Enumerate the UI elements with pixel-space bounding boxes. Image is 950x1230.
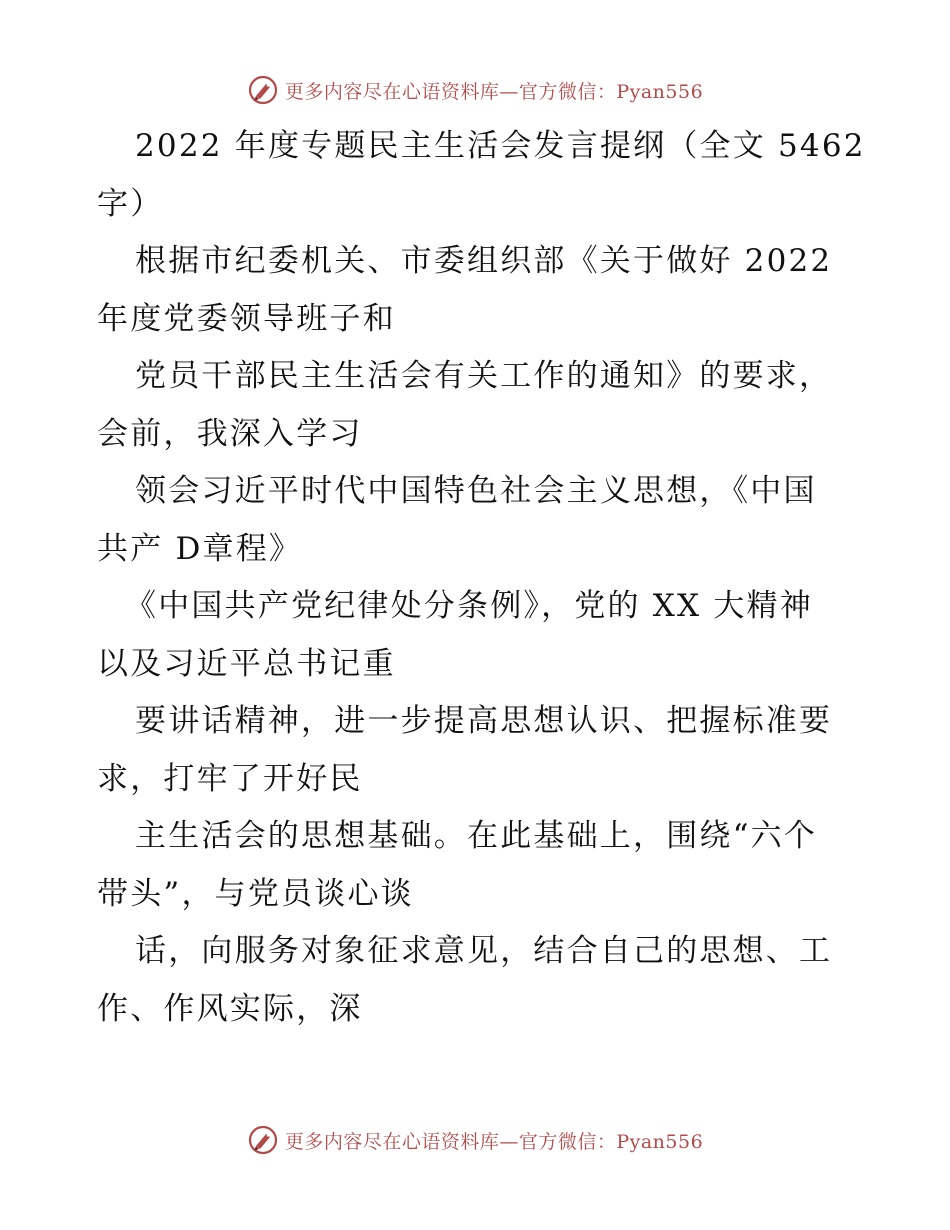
text-line: 带头”，与党员谈心谈 <box>97 875 414 912</box>
header-banner <box>0 70 950 110</box>
text-line: 要讲话精神，进一步提高思想认识、把握标准要 <box>135 703 833 739</box>
footer-banner <box>0 1120 950 1160</box>
text-line: 2022 年度专题民主生活会发言提纲（全文 5462 <box>135 128 866 164</box>
header-banner-content <box>247 74 703 106</box>
pen-nib-logo-icon <box>247 1124 279 1156</box>
text-line: 党员干部民主生活会有关工作的通知》的要求， <box>135 358 833 394</box>
text-line: 会前，我深入学习 <box>97 415 363 452</box>
text-line: 主生活会的思想基础。在此基础上，围绕“六个 <box>135 818 818 854</box>
header-banner-text: 更多内容尽在心语资料库—官方微信：Pyan556 <box>284 80 704 103</box>
pen-nib-logo-icon <box>247 74 279 106</box>
text-line: 话，向服务对象征求意见，结合自己的思想、工 <box>135 933 833 969</box>
text-line: 求，打牢了开好民 <box>97 760 363 797</box>
text-line: 《中国共产党纪律处分条例》，党的 XX 大精神 <box>125 588 813 624</box>
footer-banner-text: 更多内容尽在心语资料库—官方微信：Pyan556 <box>284 1130 704 1153</box>
text-line: 年度党委领导班子和 <box>97 300 396 337</box>
text-line: 共产 D章程》 <box>97 530 303 567</box>
text-line: 字） <box>97 185 164 222</box>
text-line: 领会习近平时代中国特色社会主义思想，《中国 <box>135 473 817 509</box>
footer-banner-content <box>247 1124 703 1156</box>
text-line: 根据市纪委机关、市委组织部《关于做好 2022 <box>135 243 833 279</box>
document-body <box>97 118 866 1038</box>
text-line: 作、作风实际，深 <box>97 990 363 1027</box>
text-line: 以及习近平总书记重 <box>97 645 396 682</box>
